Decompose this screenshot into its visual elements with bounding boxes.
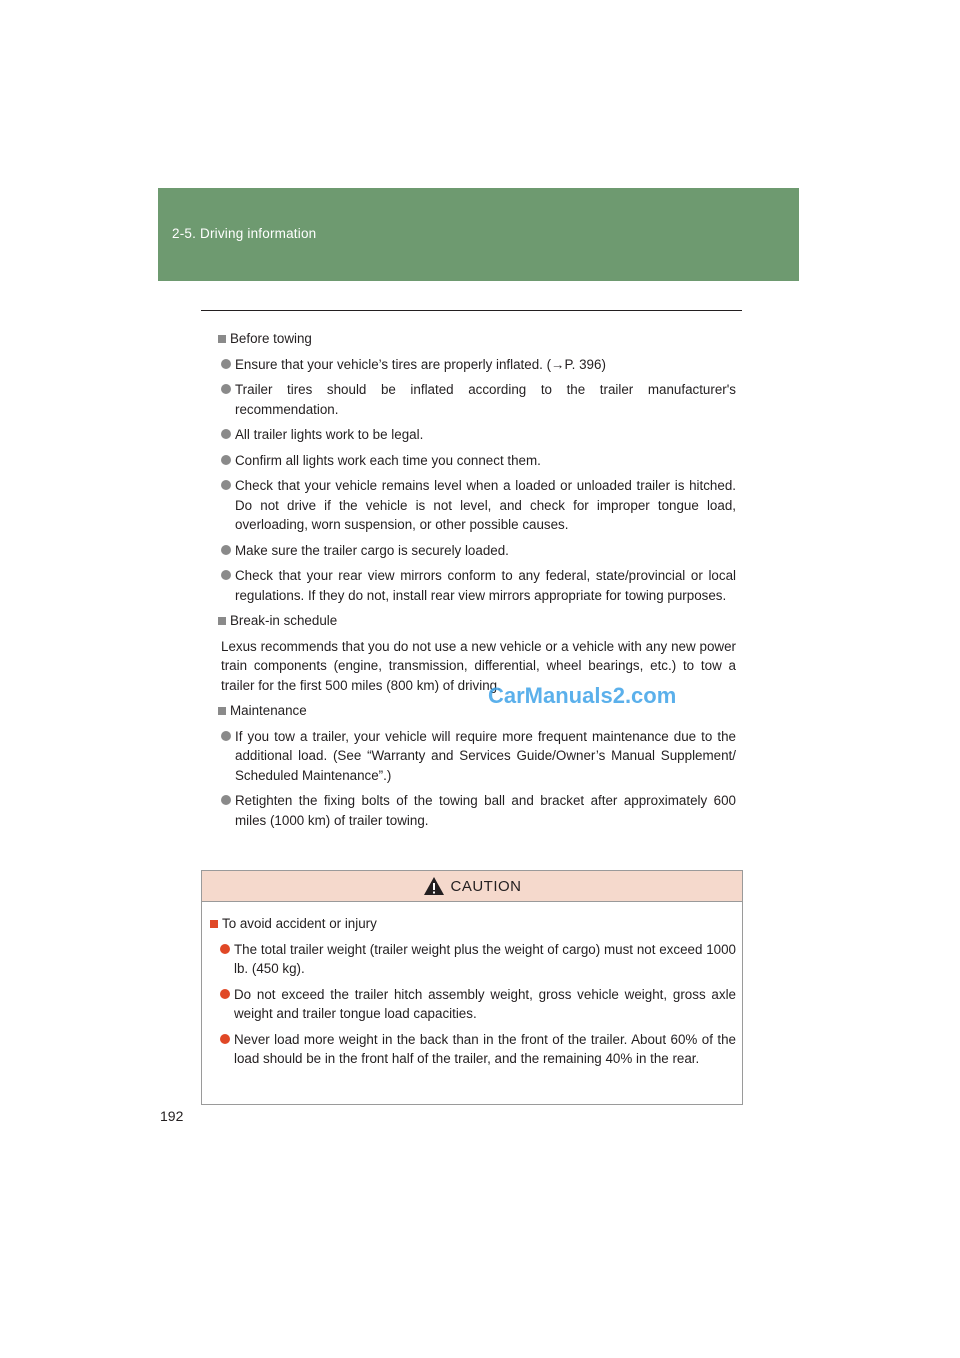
break-in-heading: Break-in schedule xyxy=(218,611,736,631)
circle-bullet-icon xyxy=(220,1034,230,1044)
main-content xyxy=(218,329,736,836)
list-item: Retighten the fixing bolts of the towing ball and bracket after approximately 600 miles (1000 km) of trailer towing. xyxy=(218,791,736,830)
caution-body xyxy=(202,902,742,1069)
square-bullet-icon xyxy=(218,617,226,625)
caution-header xyxy=(202,871,742,902)
circle-bullet-icon xyxy=(221,545,231,555)
circle-bullet-icon xyxy=(221,359,231,369)
list-item: The total trailer weight (trailer weight plus the weight of cargo) must not exceed 1000 lb. (450 kg). xyxy=(210,940,736,979)
circle-bullet-icon xyxy=(221,384,231,394)
circle-bullet-icon xyxy=(221,731,231,741)
before-towing-heading: Before towing xyxy=(218,329,736,349)
square-bullet-icon xyxy=(210,920,218,928)
circle-bullet-icon xyxy=(221,480,231,490)
section-divider xyxy=(201,310,742,311)
caution-box xyxy=(201,870,743,1105)
caution-title: CAUTION xyxy=(450,877,522,895)
list-item: Confirm all lights work each time you connect them. xyxy=(218,451,736,471)
circle-bullet-icon xyxy=(220,989,230,999)
maintenance-heading: Maintenance xyxy=(218,701,736,721)
circle-bullet-icon xyxy=(221,795,231,805)
list-item: Check that your vehicle remains level when a loaded or unloaded trailer is hitched. Do not drive if the vehicle is not level, and check for improper tongue load, overloading, worn suspension, or other possible causes. xyxy=(218,476,736,535)
circle-bullet-icon xyxy=(221,455,231,465)
list-item: Ensure that your vehicle’s tires are properly inflated. (→P. 396) xyxy=(218,355,736,375)
circle-bullet-icon xyxy=(220,944,230,954)
list-item: If you tow a trailer, your vehicle will require more frequent maintenance due to the additional load. (See “Warranty and Services Guide/Owner’s Manual Supplement/ Scheduled Maintenance”.) xyxy=(218,727,736,786)
warning-triangle-icon xyxy=(423,876,445,896)
square-bullet-icon xyxy=(218,335,226,343)
watermark: CarManuals2.com xyxy=(488,683,677,708)
list-item: All trailer lights work to be legal. xyxy=(218,425,736,445)
square-bullet-icon xyxy=(218,707,226,715)
list-item: Do not exceed the trailer hitch assembly weight, gross vehicle weight, gross axle weight and trailer tongue load capacities. xyxy=(210,985,736,1024)
section-title: 2-5. Driving information xyxy=(172,226,317,241)
list-item: Never load more weight in the back than in the front of the trailer. About 60% of the load should be in the front half of the trailer, and the remaining 40% in the rear. xyxy=(210,1030,736,1069)
page-number: 192 xyxy=(160,1108,184,1124)
list-item: Trailer tires should be inflated according to the trailer manufacturer's recommendation. xyxy=(218,380,736,419)
break-in-text: Lexus recommends that you do not use a new vehicle or a vehicle with any new power train components (engine, transmission, differential, wheel bearings, etc.) to tow a trailer for the first 500 miles (800 km) of driving. xyxy=(221,638,736,693)
list-item: Check that your rear view mirrors conform to any federal, state/provincial or local regulations. If they do not, install rear view mirrors appropriate for towing purposes. xyxy=(218,566,736,605)
circle-bullet-icon xyxy=(221,570,231,580)
circle-bullet-icon xyxy=(221,429,231,439)
caution-heading: To avoid accident or injury xyxy=(210,914,736,934)
list-item: Make sure the trailer cargo is securely loaded. xyxy=(218,541,736,561)
section-header-band xyxy=(158,188,799,281)
